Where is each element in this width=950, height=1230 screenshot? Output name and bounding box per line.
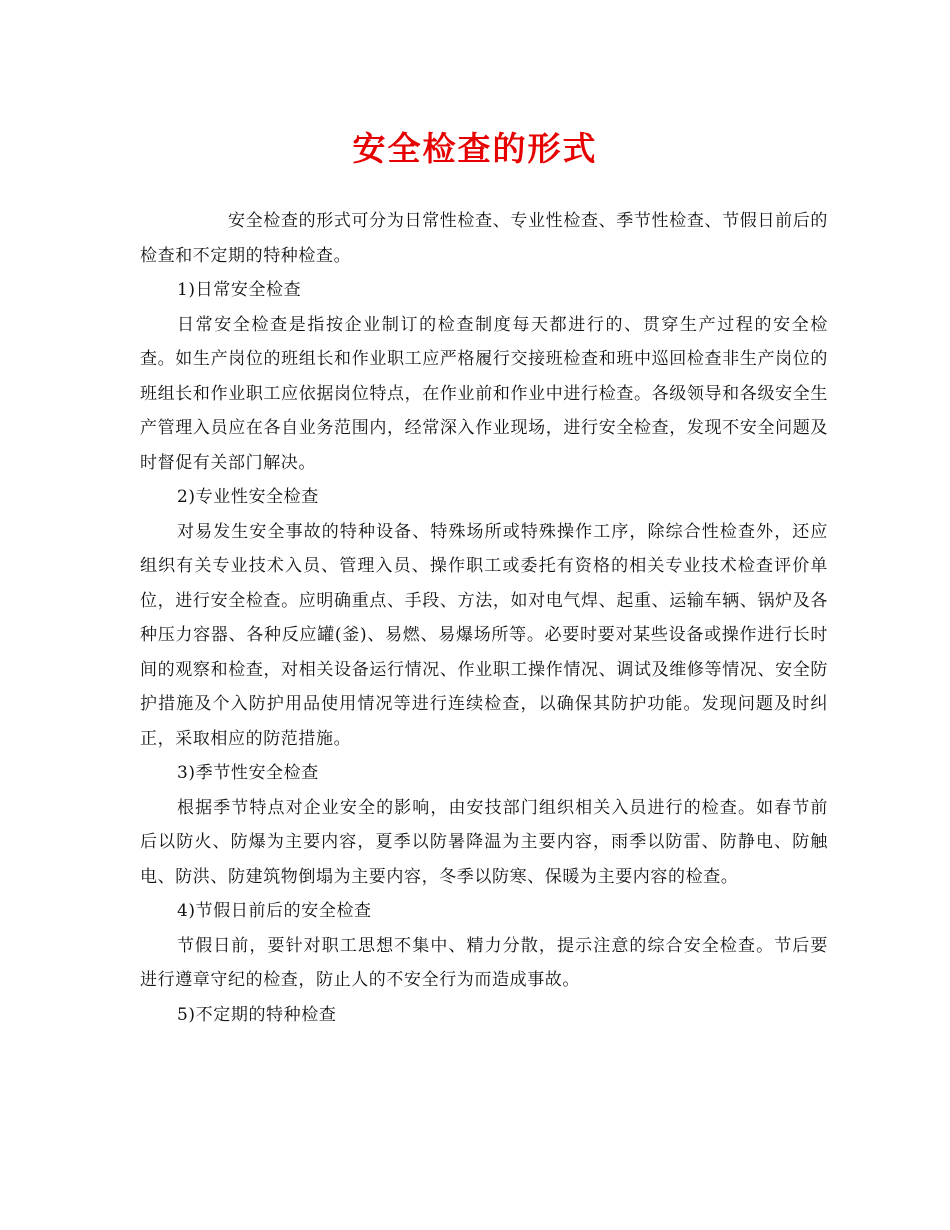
section-heading-holiday: 4)节假日前后的安全检查	[177, 901, 372, 921]
section-body-professional: 对易发生安全事故的特种设备、特殊场所或特殊操作工序，除综合性检查外，还应组织有关专业技术入员、管理入员、操作职工或委托有资格的相关专业技术检查评价单位，进行安全检查。应明确重点、手段、方法，如对电气焊、起重、运输车辆、锅炉及各种压力容器、各种反应罐(釜)、易燃、易爆场所等。必要时要对某些设备或操作进行长时间的观察和检查，对相关设备运行情况、作业职工操作情况、调试及维修等情况、安全防护措施及个入防护用品使用情况等进行连续检查，以确保其防护功能。发现问题及时纠正，采取相应的防范措施。	[140, 521, 828, 749]
section-heading-irregular: 5)不定期的特种检查	[177, 1004, 337, 1025]
section-body-seasonal: 根据季节特点对企业安全的影响，由安技部门组织相关入员进行的检查。如春节前后以防火、防爆为主要内容，夏季以防暑降温为主要内容，雨季以防雷、防静电、防触电、防洪、防建筑物倒塌为主要内容，冬季以防寒、保暖为主要内容的检查。	[140, 797, 828, 887]
document-body	[140, 204, 828, 1032]
section-heading-daily: 1)日常安全检查	[177, 280, 302, 300]
document-title: 安全检查的形式	[352, 129, 598, 168]
section-body-holiday: 节假日前，要针对职工思想不集中、精力分散，提示注意的综合安全检查。节后要进行遵章守纪的检查，防止人的不安全行为而造成事故。	[140, 935, 828, 990]
section-heading-professional: 2)专业性安全检查	[177, 487, 319, 507]
intro-paragraph: 安全检查的形式可分为日常性检查、专业性检查、季节性检查、节假日前后的检查和不定期的特种检查。	[140, 211, 828, 266]
section-body-daily: 日常安全检查是指按企业制订的检查制度每天都进行的、贯穿生产过程的安全检查。如生产岗位的班组长和作业职工应严格履行交接班检查和班中巡回检查非生产岗位的班组长和作业职工应依据岗位特点，在作业前和作业中进行检查。各级领导和各级安全生产管理入员应在各自业务范围内，经常深入作业现场，进行安全检查，发现不安全问题及时督促有关部门解决。	[140, 314, 828, 473]
section-heading-seasonal: 3)季节性安全检查	[177, 763, 319, 783]
